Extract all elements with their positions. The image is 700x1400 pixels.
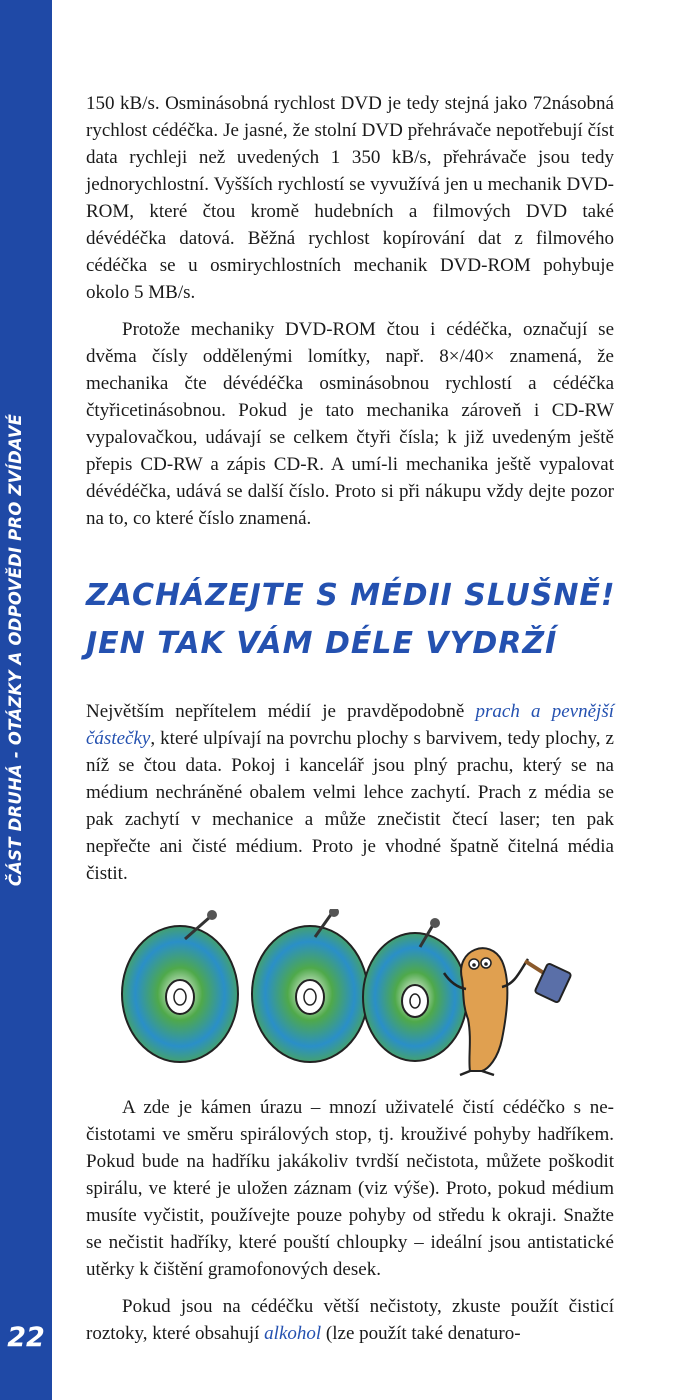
heading-line-2: JEN TAK VÁM DÉLE VYDRŽÍ [86, 626, 558, 661]
section-title-text: ČÁST DRUHÁ - OTÁZKY A ODPOVĚDI PRO ZVÍDAVÉ [6, 413, 25, 887]
section-title [6, 413, 46, 887]
disc-2 [252, 909, 368, 1062]
paragraph-5-start: Pokud jsou na cédéčku větší nečistoty, zkuste použít čisticí roztoky, které obsahují [86, 1296, 614, 1344]
paragraph-2: Protože mechaniky DVD-ROM čtou i cédéčka, označují se dvěma čísly oddělenými lomítky, např. 8×/40× znamená, že mechanika čte dévédéčka osminásobnou rychlostí a cédéčka čtyřicetinásobnou. Pokud je tato mechanika zároveň i CD-RW vypalovačkou, udávají se celkem čtyři čísla; k již uvedeným ještě přepis CD-RW a zápis CD-R. A umí-li mechanika ještě vypalovat dévédéčka, udává se další číslo. Proto si při nákupu vždy dejte pozor na to, co které číslo znamená. [86, 319, 614, 529]
paragraph-3 [86, 698, 614, 887]
cd-nails-illustration [110, 909, 590, 1079]
heading-line-1: ZACHÁZEJTE S MÉDII SLUŠNĚ! [86, 578, 616, 613]
section-heading [86, 572, 614, 668]
paragraph-5-end: (lze použít také denaturo- [321, 1323, 521, 1344]
paragraph-3-start: Největším nepřítelem médií je pravděpodobně [86, 701, 476, 722]
sidebar [0, 0, 52, 1400]
paragraph-4: A zde je kámen úrazu – mnozí uživatelé čistí cédéčko s nečistotami ve směru spirálových stop, tj. krouživé pohyby hadříkem. Pokud bude na hadříku jakákoliv tvrdší nečistota, můžete poškodit spirálu, ve které je uložen záznam (viz výše). Proto, pokud médium musíte vyčistit, používejte pouze pohyby od středu k okraji. Snažte se nečistit hadříky, které pouští chloupky – ideální jsou antistatické utěrky k čištění gramofonových desek. [86, 1097, 614, 1280]
disc-3 [363, 918, 467, 1061]
page-content [86, 90, 614, 1347]
disc-1 [122, 910, 238, 1062]
term-alcohol: alkohol [264, 1323, 322, 1344]
page-number: 22 [7, 1322, 45, 1353]
term-dust: prach a pevnější částečky [86, 701, 614, 749]
paragraph-5 [86, 1293, 614, 1347]
paragraph-1: 150 kB/s. Osminásobná rychlost DVD je tedy stejná jako 72násobná rychlost cédéčka. Je jasné, že stolní DVD přehrávače nepotřebují číst data rychleji než uvedených 1 350 kB/s, přehrávače jsou tedy jednorychlostní. Vyšších rychlostí se vyvužívá jen u mechanik DVD-ROM, které čtou kromě hudebních a filmových DVD také dévédéčka datová. Běžná rychlost kopírování dat z filmového cédéčka se u osmirychlostních mechanik DVD-ROM pohybuje okolo 5 MB/s. [86, 93, 614, 303]
paragraph-3-end: , které ulpívají na povrchu plochy s barvivem, tedy plochy, z níž se čtou data. Pokoj i kancelář jsou plný prachu, který se na médium nechráněné obalem velmi lehce zachytí. Prach z média se pak zachytí v mechanice a může znečistit čtecí laser; ten pak nepřečte ani čisté médium. Proto je vhodné špatně čitelná média čistit. [86, 728, 614, 884]
